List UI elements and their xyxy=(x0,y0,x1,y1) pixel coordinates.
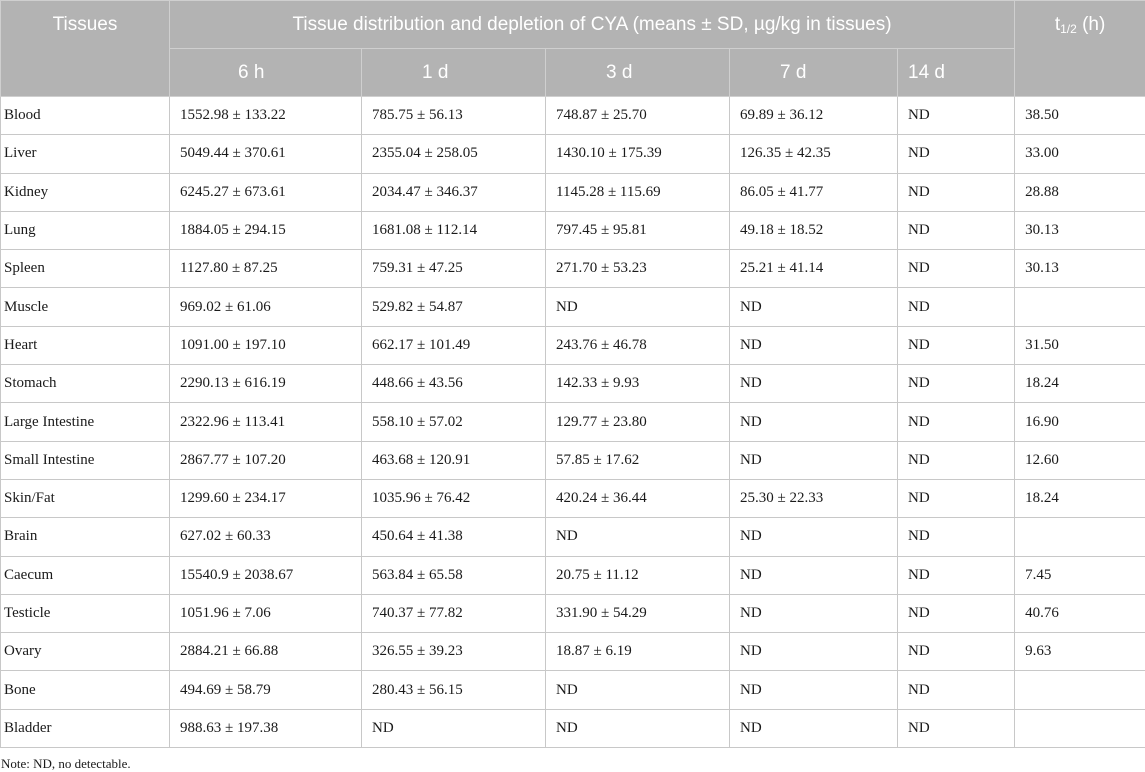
header-time-1d: 1 d xyxy=(362,49,546,97)
value-cell: 86.05 ± 41.77 xyxy=(730,173,898,211)
value-cell: ND xyxy=(546,518,730,556)
value-cell: ND xyxy=(898,288,1015,326)
value-cell: ND xyxy=(362,709,546,747)
table-row xyxy=(1,288,1145,326)
half-life-cell: 7.45 xyxy=(1015,556,1145,594)
value-cell: 1127.80 ± 87.25 xyxy=(170,250,362,288)
value-cell: ND xyxy=(898,594,1015,632)
value-cell: ND xyxy=(546,671,730,709)
tissue-cell: Caecum xyxy=(1,556,170,594)
table-row xyxy=(1,671,1145,709)
tissue-cell: Stomach xyxy=(1,365,170,403)
tissue-cell: Kidney xyxy=(1,173,170,211)
header-time-3d: 3 d xyxy=(546,49,730,97)
half-life-cell: 12.60 xyxy=(1015,441,1145,479)
table-row xyxy=(1,403,1145,441)
value-cell: 1681.08 ± 112.14 xyxy=(362,211,546,249)
value-cell: 2867.77 ± 107.20 xyxy=(170,441,362,479)
half-life-subscript: 1/2 xyxy=(1060,22,1077,36)
value-cell: ND xyxy=(730,288,898,326)
value-cell: ND xyxy=(898,365,1015,403)
value-cell: 69.89 ± 36.12 xyxy=(730,97,898,135)
tissue-cell: Spleen xyxy=(1,250,170,288)
value-cell: 1091.00 ± 197.10 xyxy=(170,326,362,364)
half-life-cell: 40.76 xyxy=(1015,594,1145,632)
value-cell: 126.35 ± 42.35 xyxy=(730,135,898,173)
table-row xyxy=(1,479,1145,517)
value-cell: ND xyxy=(546,709,730,747)
tissue-cell: Muscle xyxy=(1,288,170,326)
table-row xyxy=(1,135,1145,173)
value-cell: 49.18 ± 18.52 xyxy=(730,211,898,249)
value-cell: 280.43 ± 56.15 xyxy=(362,671,546,709)
table-row xyxy=(1,556,1145,594)
tissue-cell: Bone xyxy=(1,671,170,709)
value-cell: 1430.10 ± 175.39 xyxy=(546,135,730,173)
tissue-cell: Heart xyxy=(1,326,170,364)
value-cell: 2034.47 ± 346.37 xyxy=(362,173,546,211)
half-life-cell: 38.50 xyxy=(1015,97,1145,135)
value-cell: 326.55 ± 39.23 xyxy=(362,633,546,671)
value-cell: ND xyxy=(730,594,898,632)
value-cell: 271.70 ± 53.23 xyxy=(546,250,730,288)
value-cell: 57.85 ± 17.62 xyxy=(546,441,730,479)
value-cell: 2355.04 ± 258.05 xyxy=(362,135,546,173)
half-life-cell: 28.88 xyxy=(1015,173,1145,211)
tissue-cell: Small Intestine xyxy=(1,441,170,479)
value-cell: 142.33 ± 9.93 xyxy=(546,365,730,403)
value-cell: 15540.9 ± 2038.67 xyxy=(170,556,362,594)
header-tissues: Tissues xyxy=(1,1,170,97)
value-cell: 1035.96 ± 76.42 xyxy=(362,479,546,517)
value-cell: 759.31 ± 47.25 xyxy=(362,250,546,288)
value-cell: ND xyxy=(730,556,898,594)
table-note: Note: ND, no detectable. xyxy=(1,756,131,771)
table-row xyxy=(1,250,1145,288)
table-row xyxy=(1,326,1145,364)
table-row xyxy=(1,709,1145,747)
value-cell: ND xyxy=(898,135,1015,173)
half-life-cell xyxy=(1015,518,1145,556)
half-life-unit: (h) xyxy=(1076,14,1106,35)
value-cell: 448.66 ± 43.56 xyxy=(362,365,546,403)
value-cell: 988.63 ± 197.38 xyxy=(170,709,362,747)
value-cell: ND xyxy=(898,173,1015,211)
half-life-cell: 18.24 xyxy=(1015,365,1145,403)
header-distribution-group: Tissue distribution and depletion of CYA (means ± SD, µg/kg in tissues) xyxy=(170,1,1015,49)
tissue-cell: Liver xyxy=(1,135,170,173)
value-cell: 627.02 ± 60.33 xyxy=(170,518,362,556)
value-cell: ND xyxy=(898,211,1015,249)
table-row xyxy=(1,365,1145,403)
half-life-cell xyxy=(1015,671,1145,709)
value-cell: 1145.28 ± 115.69 xyxy=(546,173,730,211)
value-cell: 5049.44 ± 370.61 xyxy=(170,135,362,173)
value-cell: ND xyxy=(730,441,898,479)
value-cell: ND xyxy=(730,709,898,747)
value-cell: ND xyxy=(730,671,898,709)
value-cell: ND xyxy=(898,671,1015,709)
value-cell: 129.77 ± 23.80 xyxy=(546,403,730,441)
header-time-7d: 7 d xyxy=(730,49,898,97)
half-life-cell: 30.13 xyxy=(1015,211,1145,249)
value-cell: 494.69 ± 58.79 xyxy=(170,671,362,709)
value-cell: 1051.96 ± 7.06 xyxy=(170,594,362,632)
value-cell: 1884.05 ± 294.15 xyxy=(170,211,362,249)
half-life-cell: 31.50 xyxy=(1015,326,1145,364)
value-cell: ND xyxy=(898,556,1015,594)
value-cell: ND xyxy=(898,518,1015,556)
value-cell: 25.21 ± 41.14 xyxy=(730,250,898,288)
tissue-cell: Ovary xyxy=(1,633,170,671)
value-cell: 558.10 ± 57.02 xyxy=(362,403,546,441)
half-life-cell xyxy=(1015,288,1145,326)
value-cell: 243.76 ± 46.78 xyxy=(546,326,730,364)
value-cell: 740.37 ± 77.82 xyxy=(362,594,546,632)
value-cell: 450.64 ± 41.38 xyxy=(362,518,546,556)
value-cell: 18.87 ± 6.19 xyxy=(546,633,730,671)
value-cell: 969.02 ± 61.06 xyxy=(170,288,362,326)
value-cell: 662.17 ± 101.49 xyxy=(362,326,546,364)
value-cell: 1552.98 ± 133.22 xyxy=(170,97,362,135)
value-cell: ND xyxy=(730,326,898,364)
table-row xyxy=(1,173,1145,211)
value-cell: 6245.27 ± 673.61 xyxy=(170,173,362,211)
value-cell: ND xyxy=(730,365,898,403)
value-cell: 797.45 ± 95.81 xyxy=(546,211,730,249)
value-cell: ND xyxy=(898,250,1015,288)
half-life-cell: 9.63 xyxy=(1015,633,1145,671)
value-cell: 2322.96 ± 113.41 xyxy=(170,403,362,441)
half-life-cell: 18.24 xyxy=(1015,479,1145,517)
header-time-6h: 6 h xyxy=(170,49,362,97)
value-cell: 748.87 ± 25.70 xyxy=(546,97,730,135)
tissue-cell: Lung xyxy=(1,211,170,249)
half-life-symbol: t xyxy=(1054,14,1061,35)
table-body xyxy=(1,97,1145,748)
value-cell: 331.90 ± 54.29 xyxy=(546,594,730,632)
value-cell: 2884.21 ± 66.88 xyxy=(170,633,362,671)
value-cell: 2290.13 ± 616.19 xyxy=(170,365,362,403)
value-cell: ND xyxy=(898,403,1015,441)
value-cell: ND xyxy=(730,403,898,441)
tissue-cell: Large Intestine xyxy=(1,403,170,441)
tissue-cell: Brain xyxy=(1,518,170,556)
value-cell: ND xyxy=(730,518,898,556)
table-row xyxy=(1,518,1145,556)
table-row xyxy=(1,97,1145,135)
header-half-life xyxy=(1015,1,1145,97)
value-cell: ND xyxy=(730,633,898,671)
tissue-cell: Testicle xyxy=(1,594,170,632)
tissue-cell: Blood xyxy=(1,97,170,135)
value-cell: ND xyxy=(898,479,1015,517)
value-cell: ND xyxy=(898,633,1015,671)
value-cell: 785.75 ± 56.13 xyxy=(362,97,546,135)
value-cell: 420.24 ± 36.44 xyxy=(546,479,730,517)
half-life-cell: 30.13 xyxy=(1015,250,1145,288)
table-row xyxy=(1,211,1145,249)
tissue-cell: Skin/Fat xyxy=(1,479,170,517)
value-cell: 20.75 ± 11.12 xyxy=(546,556,730,594)
half-life-cell: 16.90 xyxy=(1015,403,1145,441)
half-life-cell xyxy=(1015,709,1145,747)
value-cell: ND xyxy=(898,441,1015,479)
table-row xyxy=(1,633,1145,671)
table-header xyxy=(1,1,1145,97)
tissue-cell: Bladder xyxy=(1,709,170,747)
value-cell: 1299.60 ± 234.17 xyxy=(170,479,362,517)
value-cell: 463.68 ± 120.91 xyxy=(362,441,546,479)
table-row xyxy=(1,441,1145,479)
table-row xyxy=(1,594,1145,632)
value-cell: 25.30 ± 22.33 xyxy=(730,479,898,517)
value-cell: ND xyxy=(546,288,730,326)
value-cell: 563.84 ± 65.58 xyxy=(362,556,546,594)
half-life-cell: 33.00 xyxy=(1015,135,1145,173)
value-cell: ND xyxy=(898,326,1015,364)
value-cell: ND xyxy=(898,97,1015,135)
value-cell: ND xyxy=(898,709,1015,747)
header-time-14d: 14 d xyxy=(898,49,1015,97)
value-cell: 529.82 ± 54.87 xyxy=(362,288,546,326)
